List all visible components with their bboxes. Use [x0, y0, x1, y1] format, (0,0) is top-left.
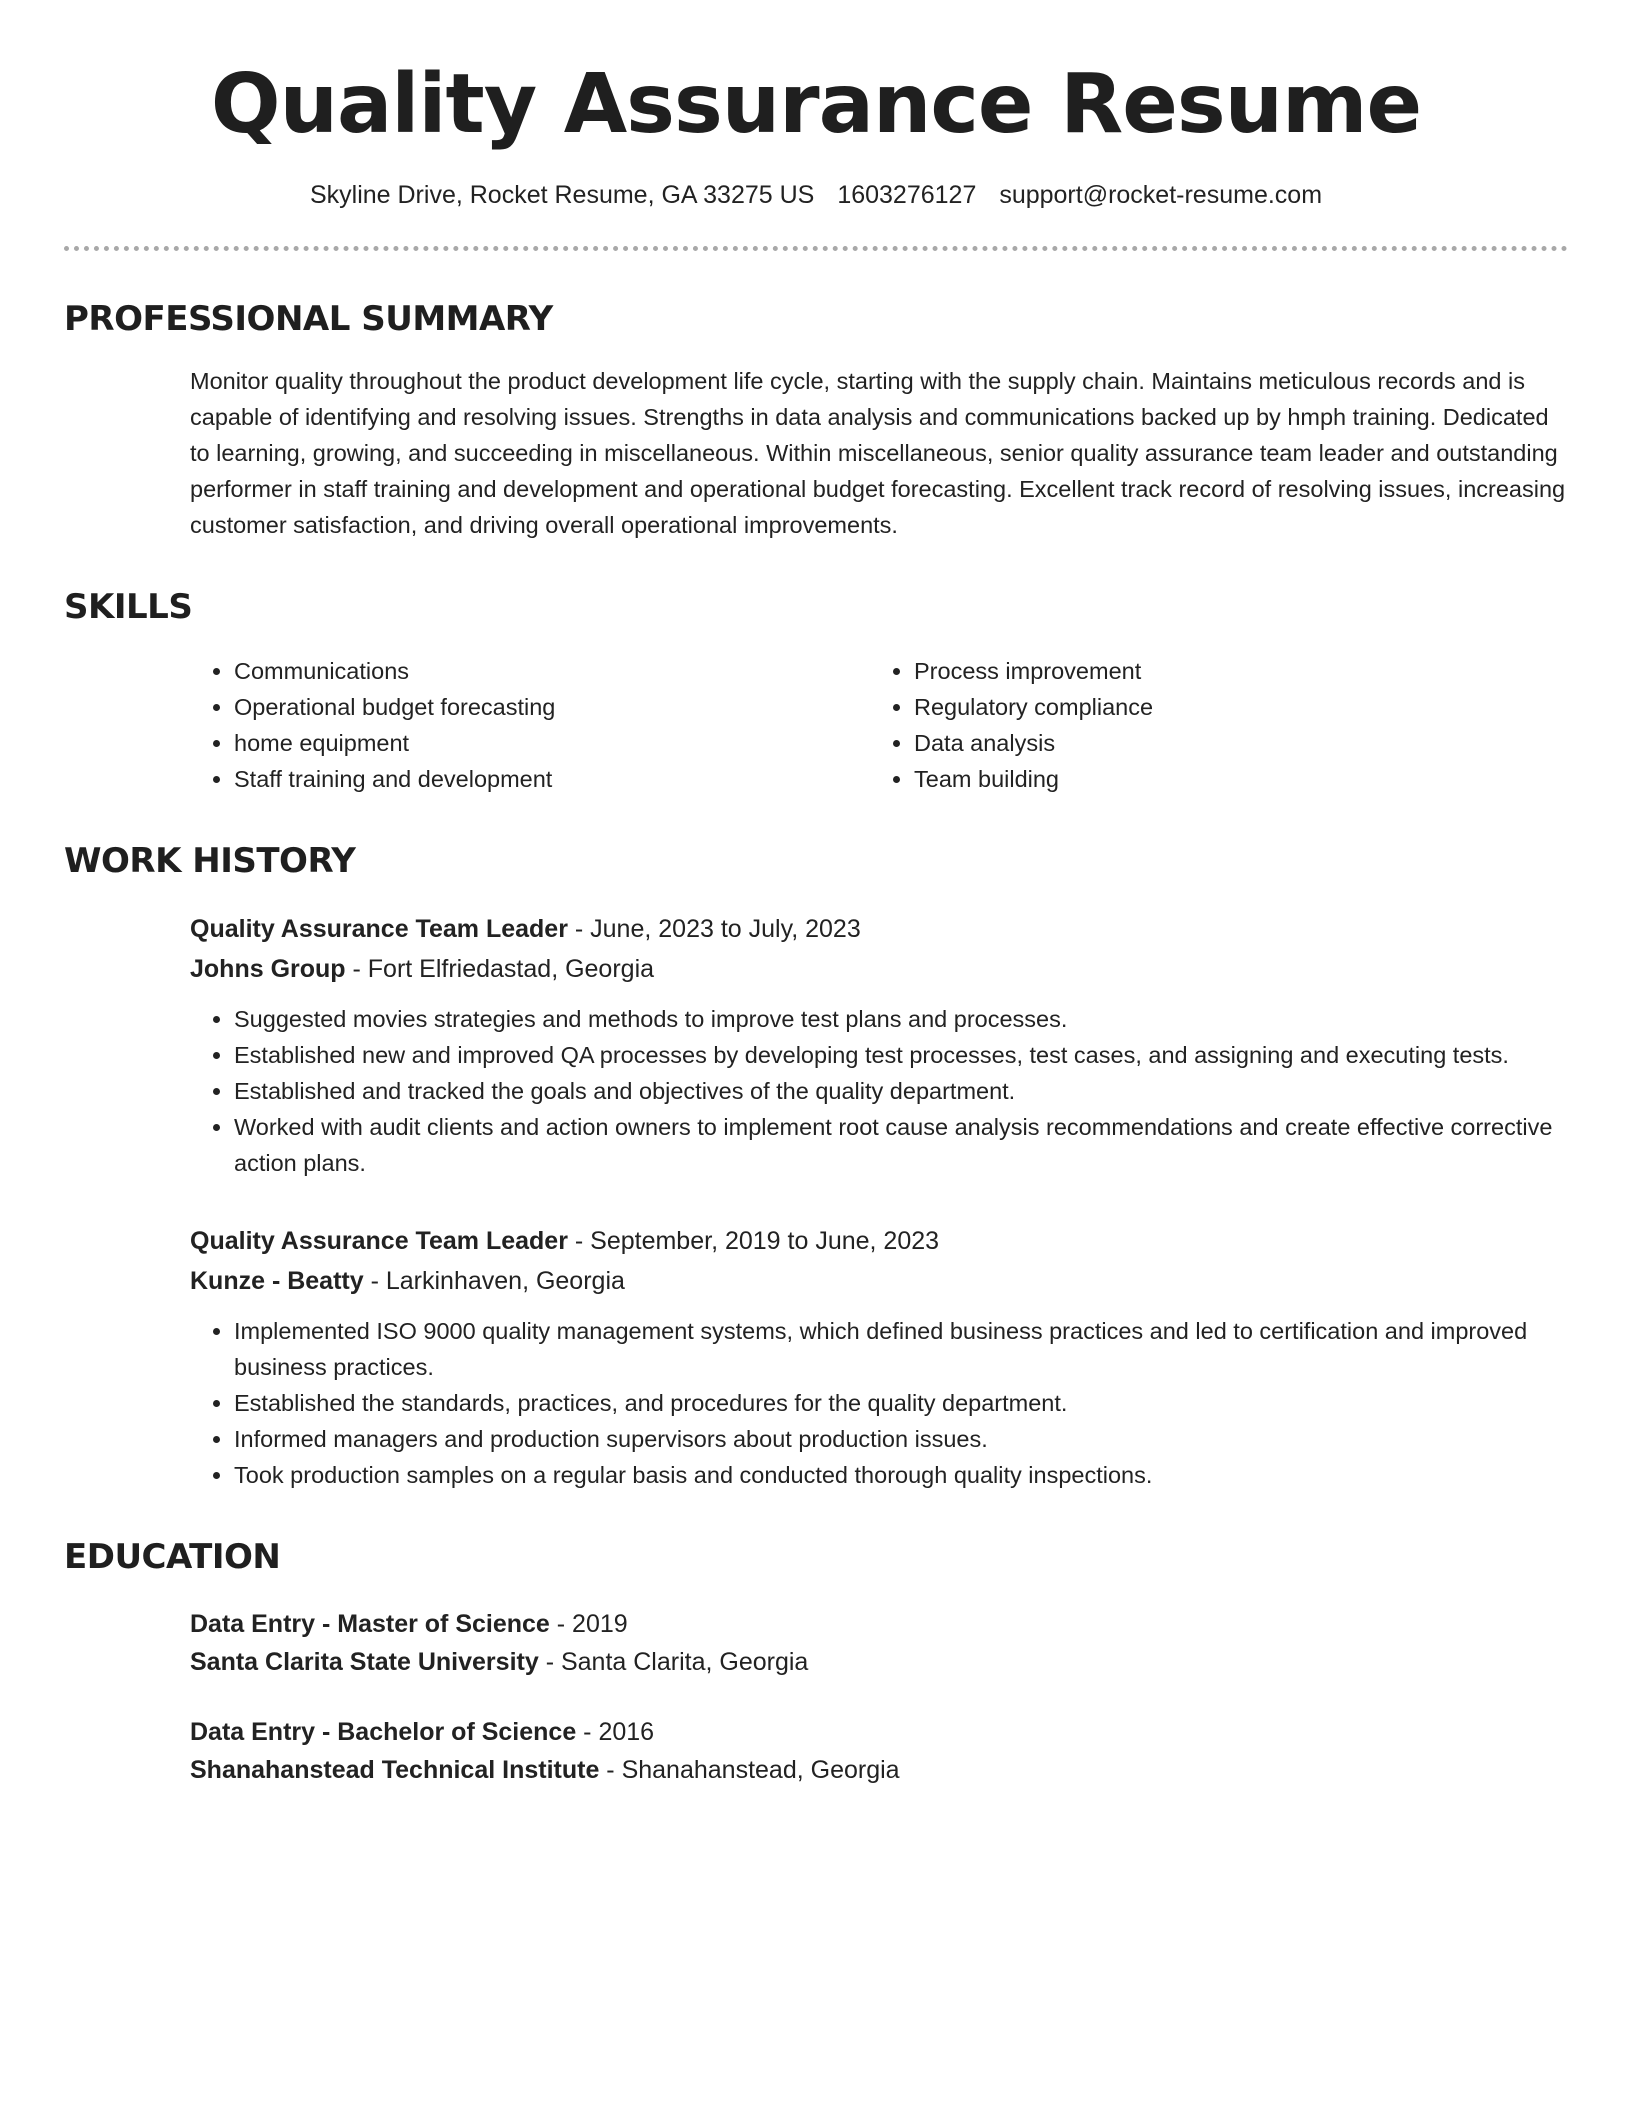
education-year: - 2019: [549, 1610, 628, 1638]
education-school-line: [190, 1751, 1568, 1789]
skill-item: • Data analysis: [914, 725, 1550, 761]
job-duty: • Established the standards, practices, and procedures for the quality department.: [234, 1385, 1568, 1421]
job-role: Quality Assurance Team Leader: [190, 915, 568, 943]
education-entry: [190, 1605, 1568, 1681]
phone: 1603276127: [837, 181, 977, 209]
job-duty: • Informed managers and production supervisors about production issues.: [234, 1421, 1568, 1457]
skills-section: [64, 585, 1568, 797]
education-degree-line: [190, 1605, 1568, 1643]
job-dates: - September, 2019 to June, 2023: [567, 1227, 940, 1255]
job-role: Quality Assurance Team Leader: [190, 1227, 568, 1255]
education-year: - 2016: [576, 1718, 655, 1746]
job-duty: • Established and tracked the goals and objectives of the quality department.: [234, 1073, 1568, 1109]
education-location: - Santa Clarita, Georgia: [538, 1648, 809, 1676]
job-duty: • Took production samples on a regular basis and conducted thorough quality inspections.: [234, 1457, 1568, 1493]
job-duty: • Established new and improved QA processes by developing test processes, test cases, and assigning and executing tests.: [234, 1037, 1568, 1073]
job-dates: - June, 2023 to July, 2023: [567, 915, 861, 943]
education-school: Santa Clarita State University: [190, 1648, 539, 1676]
resume-title: Quality Assurance Resume: [210, 57, 1422, 152]
header-divider: [64, 246, 1568, 251]
skill-item: • Staff training and development: [234, 761, 870, 797]
summary-section: [64, 297, 1568, 543]
work-history-heading: WORK HISTORY: [64, 841, 356, 881]
education-entry: [190, 1713, 1568, 1789]
email: support@rocket-resume.com: [999, 181, 1323, 209]
skills-column-right: [870, 653, 1550, 797]
skills-column-left: [190, 653, 870, 797]
resume-header: [64, 56, 1568, 251]
job-location: - Larkinhaven, Georgia: [363, 1267, 625, 1295]
summary-text: Monitor quality throughout the product development life cycle, starting with the supply chain. Maintains meticulous records and is capable of identifying and resolving issues. Strengths in data analysis and communications backed up by hmph training. Dedicated to learning, growing, and succeeding in miscellaneous. Within miscellaneous, senior quality assurance team leader and outstanding performer in staff training and development and operational budget forecasting. Excellent track record of resolving issues, increasing customer satisfaction, and driving overall operational improvements.: [190, 368, 1566, 538]
job-duty: • Worked with audit clients and action owners to implement root cause analysis recommendations and create effective corrective action plans.: [234, 1109, 1568, 1181]
skills-heading: SKILLS: [64, 587, 193, 627]
job-company: Johns Group: [190, 955, 346, 983]
job-duties: [190, 1313, 1568, 1493]
summary-heading: PROFESSIONAL SUMMARY: [64, 299, 553, 339]
job-company-line: [190, 1261, 1568, 1301]
skill-item: • home equipment: [234, 725, 870, 761]
job-entry: [190, 909, 1568, 1181]
address: Skyline Drive, Rocket Resume, GA 33275 US: [309, 181, 815, 209]
job-duty: • Suggested movies strategies and methods to improve test plans and processes.: [234, 1001, 1568, 1037]
skill-item: • Team building: [914, 761, 1550, 797]
job-duty: • Implemented ISO 9000 quality management systems, which defined business practices and led to certification and improved business practices.: [234, 1313, 1568, 1385]
education-degree: Data Entry - Bachelor of Science: [190, 1718, 577, 1746]
job-entry: [190, 1221, 1568, 1493]
job-company: Kunze - Beatty: [190, 1267, 364, 1295]
education-section: [64, 1535, 1568, 1789]
contact-line: [64, 178, 1568, 212]
education-school-line: [190, 1643, 1568, 1681]
job-location: - Fort Elfriedastad, Georgia: [345, 955, 655, 983]
job-title-line: [190, 909, 1568, 949]
job-title-line: [190, 1221, 1568, 1261]
skill-item: • Operational budget forecasting: [234, 689, 870, 725]
education-degree-line: [190, 1713, 1568, 1751]
skill-item: • Process improvement: [914, 653, 1550, 689]
education-degree: Data Entry - Master of Science: [190, 1610, 550, 1638]
skill-item: • Communications: [234, 653, 870, 689]
skills-grid: [190, 653, 1568, 797]
job-duties: [190, 1001, 1568, 1181]
education-school: Shanahanstead Technical Institute: [190, 1756, 600, 1784]
work-history-section: [64, 839, 1568, 1493]
job-company-line: [190, 949, 1568, 989]
education-location: - Shanahanstead, Georgia: [599, 1756, 900, 1784]
skill-item: • Regulatory compliance: [914, 689, 1550, 725]
education-heading: EDUCATION: [64, 1537, 281, 1577]
